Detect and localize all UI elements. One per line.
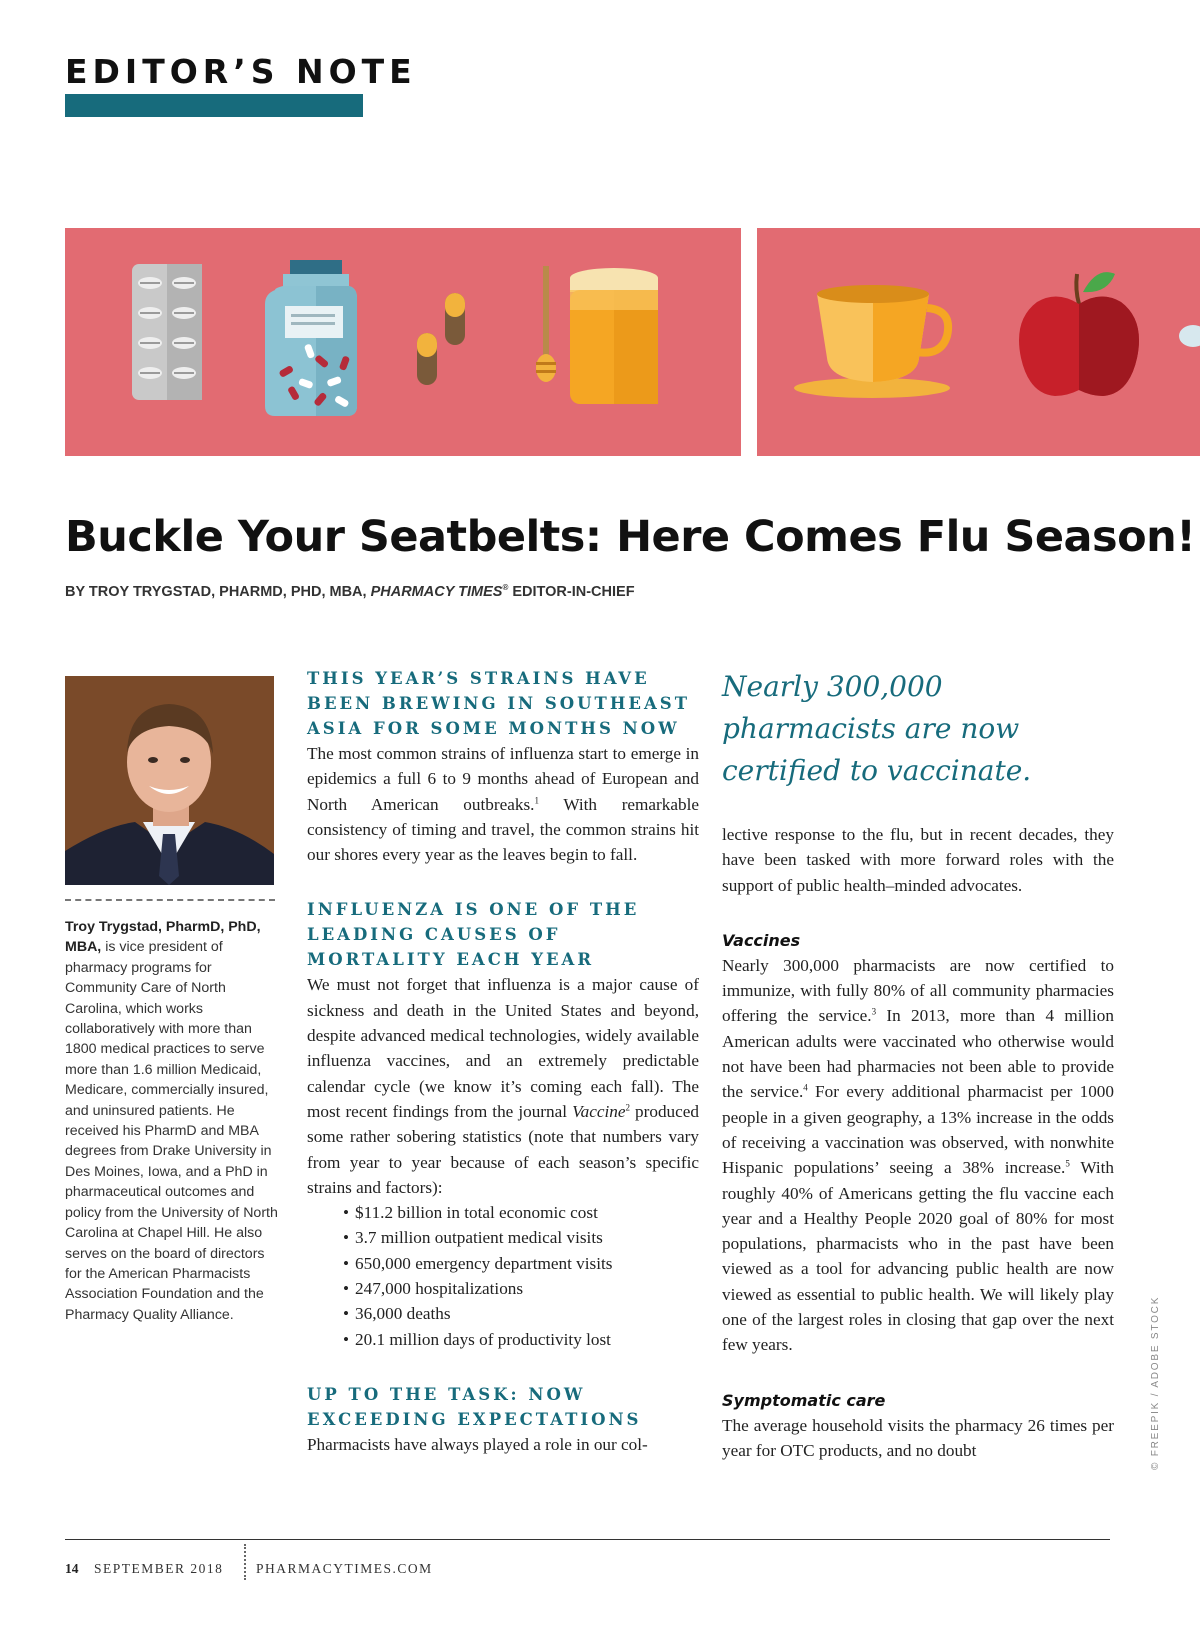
- registered-mark: ®: [502, 583, 509, 593]
- byline-prefix: BY TROY TRYGSTAD, PHARMD, PHD, MBA,: [65, 584, 371, 600]
- author-name: Troy Trygstad, PharmD, PhD, MBA,: [65, 919, 261, 956]
- teacup-icon: [794, 285, 950, 398]
- reference-3: 3: [871, 1006, 877, 1017]
- byline-suffix: EDITOR-IN-CHIEF: [508, 584, 635, 600]
- paragraph-symptomatic-care: The average household visits the pharmacy 26 times per year for OTC products, and no doubt: [722, 1415, 1114, 1460]
- article-column-middle: [307, 666, 699, 1457]
- list-item: • 650,000 emergency department visits: [343, 1251, 699, 1276]
- subheading-vaccines: Vaccines: [722, 930, 801, 950]
- article-headline: Buckle Your Seatbelts: Here Comes Flu Season!: [65, 512, 1196, 562]
- image-credit: © FREEPIK / ADOBE STOCK: [1150, 1295, 1161, 1470]
- apple-icon: [1019, 272, 1139, 396]
- reference-2: 2: [625, 1102, 631, 1113]
- section-label: EDITOR’S NOTE: [65, 52, 417, 91]
- tea-and-apple-illustration: [757, 228, 1200, 456]
- author-photo: [65, 676, 274, 885]
- author-bio: [65, 917, 279, 1325]
- paragraph-strains: The most common strains of influenza start to emerge in epidemics a full 6 to 9 months ahead of European and North American outbreaks.$^1$ With remarkable consistency of timing and travel, the common strains hit our shores every year as the leaves begin to fall.: [307, 744, 699, 865]
- footer-rule: [65, 1539, 1110, 1540]
- statistics-list: [307, 1200, 699, 1352]
- illustration-banner-right: [757, 228, 1200, 456]
- flu-remedies-illustration: [65, 228, 741, 456]
- paragraph-vaccines: Nearly 300,000 pharmacists are now certified to immunize, with fully 80% of all community pharmacies offering the service.$^3$ In 2013, more than 4 million American adults were vaccinated who otherwise would not have been had pharmacies not been able to provide the service.$^4$ For every additional pharmacist per 1000 people in a given geography, a 13% increase in the odds of receiving a vaccination was observed, with nonwhite Hispanic populations’ seeing a 38% increase.$^5$ With roughly 40% of Americans getting the flu vaccine each year and a Healthy People 2020 goal of 80% for most populations, pharmacists who in the past have been viewed as a tool for advancing public health are now viewed as essential to public health. We will likely play one of the largest roles in closing that gap over the next few years.: [722, 955, 1114, 1355]
- footer-divider: [244, 1544, 246, 1580]
- section-accent-bar: [65, 94, 363, 117]
- page-number: 14: [65, 1561, 79, 1576]
- reference-1: 1: [534, 794, 539, 805]
- honey-jar-icon: [570, 268, 658, 404]
- article-byline: [65, 584, 635, 600]
- article-column-right: [722, 666, 1114, 1463]
- journal-name: Vaccine: [572, 1101, 626, 1121]
- cut-off-item-icon: [1179, 325, 1200, 347]
- subheading-up-to-task: UP TO THE TASK: NOW EXCEEDING EXPECTATIONS: [307, 1384, 642, 1429]
- reference-5: 5: [1065, 1158, 1070, 1169]
- subheading-strains: THIS YEAR’S STRAINS HAVE BEEN BREWING IN SOUTHEAST ASIA FOR SOME MONTHS NOW: [307, 669, 690, 738]
- pull-quote: Nearly 300,000 pharmacists are now certified to vaccinate.: [722, 670, 1032, 787]
- paragraph-mortality: We must not forget that influenza is a major cause of sickness and death in the United States and beyond, despite advanced medical technologies, widely available influenza vaccines, and an extremely predictable calendar cycle (we know it’s coming each fall). The most recent findings from the journal Vaccine$^2$ produced some rather sobering statistics (note that numbers vary from year to year because of each season’s specific strains and factors):: [307, 975, 700, 1197]
- list-item: • 20.1 million days of productivity lost: [343, 1327, 699, 1352]
- author-portrait-image: [65, 676, 274, 885]
- list-item: • 247,000 hospitalizations: [343, 1276, 699, 1301]
- reference-4: 4: [803, 1082, 808, 1093]
- pill-bottle-icon: [265, 260, 357, 416]
- pill-blister-icon: [132, 264, 202, 400]
- capsules-icon: [417, 293, 465, 385]
- honey-dipper-icon: [536, 266, 556, 382]
- paragraph-up-to-task-start: Pharmacists have always played a role in our col-: [307, 1434, 648, 1454]
- list-item: • 3.7 million outpatient medical visits: [343, 1225, 699, 1250]
- author-bio-text: is vice president of pharmacy programs for Community Care of North Carolina, which works collaboratively with more than 1800 medical practices to serve more than 1.6 million Medicaid, Medicare, commercially insured, and uninsured patients. He received his PharmD and MBA degrees from Drake University in Des Moines, Iowa, and a PhD in pharmaceutical outcomes and policy from the University of North Carolina at Chapel Hill. He also serves on the board of directors for the American Pharmacists Association Foundation and the Pharmacy Quality Alliance.: [65, 939, 278, 1323]
- site-url[interactable]: PHARMACYTIMES.COM: [256, 1561, 433, 1576]
- list-item: • 36,000 deaths: [343, 1301, 699, 1326]
- illustration-banner-left: [65, 228, 741, 456]
- byline-publication: PHARMACY TIMES: [370, 584, 503, 600]
- paragraph-up-to-task-continued: lective response to the flu, but in recent decades, they have been tasked with more forward roles with the support of public health–minded advocates.: [722, 825, 1114, 895]
- list-item: • $11.2 billion in total economic cost: [343, 1200, 699, 1225]
- issue-date: SEPTEMBER 2018: [94, 1561, 224, 1576]
- author-divider: [65, 899, 275, 901]
- subheading-symptomatic-care: Symptomatic care: [722, 1390, 886, 1410]
- subheading-mortality: INFLUENZA IS ONE OF THE LEADING CAUSES OF MORTALITY EACH YEAR: [307, 900, 640, 970]
